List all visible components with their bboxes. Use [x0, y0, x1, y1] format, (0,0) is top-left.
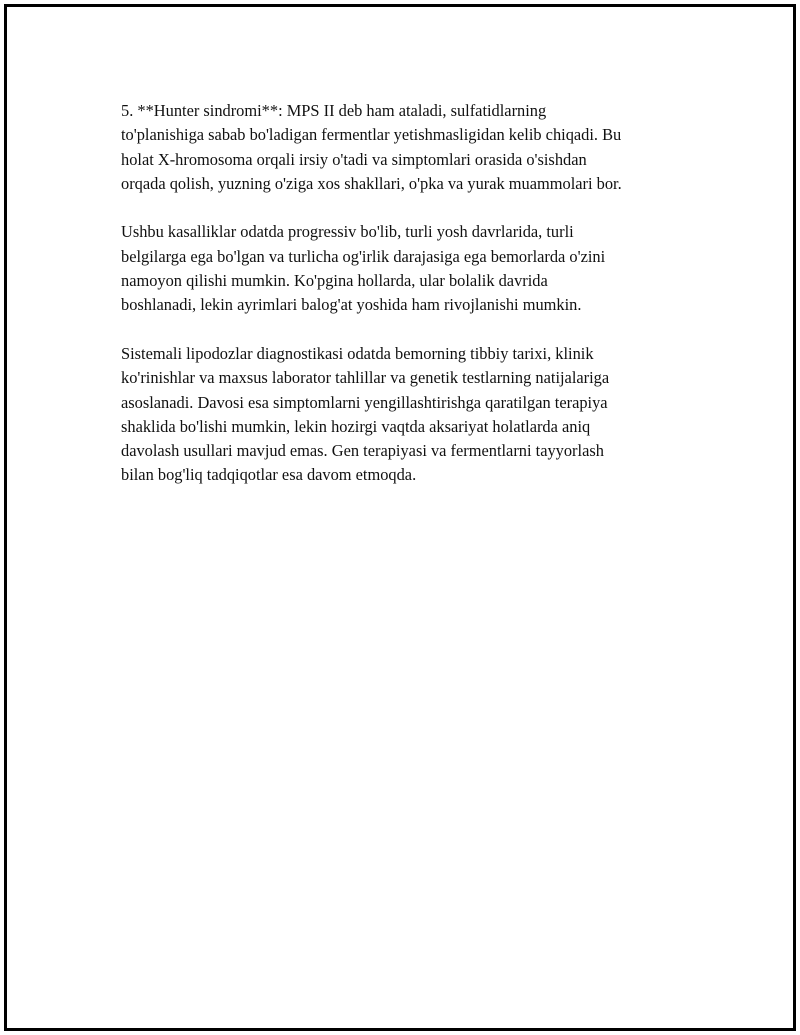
page-frame [4, 4, 796, 1031]
paragraph-disease-progression: Ushbu kasalliklar odatda progressiv bo'lib, turli yosh davrlarida, turli belgilarga ega bo'lgan va turlicha og'irlik darajasiga ega bemorlarda o'zini namoyon qilishi mumkin. Ko'pgina hollarda, ular bolalik davrida boshlanadi, lekin ayrimlari balog'at yoshida ham rivojlanishi mumkin. [121, 222, 606, 315]
paragraph-hunter-syndrome: 5. **Hunter sindromi**: MPS II deb ham ataladi, sulfatidlarning to'planishiga sabab bo'ladigan fermentlar yetishmasligidan kelib chiqadi. Bu holat X-hromosoma orqali irsiy o'tadi va simptomlari orasida o'sishdan orqada qolish, yuzning o'ziga xos shakllari, o'pka va yurak muammolari bor. [121, 101, 622, 193]
paragraph-diagnosis-treatment: Sistemali lipodozlar diagnostikasi odatda bemorning tibbiy tarixi, klinik ko'rinishlar va maxsus laborator tahlillar va genetik testlarning natijalariga asoslanadi. Davosi esa simptomlarni yengillashtirishga qaratilgan terapiya shaklida bo'lishi mumkin, lekin hozirgi vaqtda aksariyat holatlarda aniq davolash usullari mavjud emas. Gen terapiyasi va fermentlarni tayyorlash bilan bog'liq tadqiqotlar esa davom etmoqda. [121, 343, 610, 485]
document-body [121, 99, 701, 512]
